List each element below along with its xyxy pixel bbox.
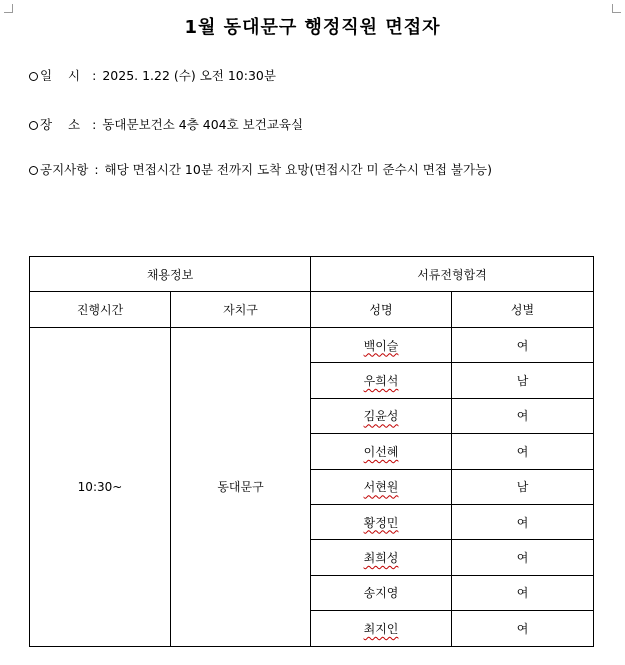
info-label: 장 소 — [40, 117, 87, 132]
interview-time-cell: 10:30~ — [30, 328, 171, 647]
circle-bullet-icon — [29, 121, 38, 130]
table-column-header-row — [30, 292, 594, 328]
gender-cell: 여 — [452, 611, 594, 646]
page-corner-mark-left — [4, 4, 13, 13]
name-text: 황정민 — [363, 515, 399, 530]
info-separator: : — [92, 68, 97, 83]
name-text: 이선혜 — [363, 444, 399, 459]
gender-cell: 여 — [452, 575, 594, 610]
name-cell — [311, 363, 452, 398]
page-corner-mark-right — [612, 4, 621, 13]
name-text: 백이슬 — [363, 338, 399, 353]
info-value: 2025. 1.22 (수) 오전 10:30분 — [102, 68, 276, 83]
name-text: 우희석 — [363, 374, 399, 389]
info-label: 일 시 — [40, 68, 87, 83]
info-label: 공지사항 — [40, 162, 89, 177]
name-text: 최지인 — [363, 621, 399, 636]
circle-bullet-icon — [29, 166, 38, 175]
info-value: 동대문보건소 4층 404호 보건교육실 — [102, 117, 304, 132]
info-line-datetime — [29, 67, 276, 85]
column-header-gender: 성별 — [452, 292, 594, 328]
gender-cell: 여 — [452, 398, 594, 433]
gender-cell: 남 — [452, 363, 594, 398]
info-line-notice — [29, 161, 492, 179]
column-header-district: 자치구 — [171, 292, 311, 328]
page-title: 1월 동대문구 행정직원 면접자 — [184, 17, 441, 38]
info-value: 해당 면접시간 10분 전까지 도착 요망(면접시간 미 준수시 면접 불가능) — [104, 162, 492, 177]
gender-cell: 남 — [452, 469, 594, 504]
name-cell — [311, 328, 452, 363]
group-header-document-pass: 서류전형합격 — [311, 257, 594, 292]
name-cell — [311, 575, 452, 610]
info-separator: : — [92, 117, 97, 132]
district-cell: 동대문구 — [171, 328, 311, 647]
table-row — [30, 328, 594, 363]
group-header-recruitment: 채용정보 — [30, 257, 311, 292]
info-line-location — [29, 116, 303, 134]
gender-cell: 여 — [452, 434, 594, 469]
name-cell — [311, 434, 452, 469]
column-header-name: 성명 — [311, 292, 452, 328]
gender-cell: 여 — [452, 328, 594, 363]
name-text: 서현원 — [363, 480, 399, 495]
gender-cell: 여 — [452, 504, 594, 539]
name-cell — [311, 540, 452, 575]
interviewee-table — [29, 256, 594, 647]
gender-cell: 여 — [452, 540, 594, 575]
name-cell — [311, 504, 452, 539]
table-group-header-row — [30, 257, 594, 292]
circle-bullet-icon — [29, 72, 38, 81]
name-text: 송지영 — [363, 586, 399, 601]
name-cell — [311, 611, 452, 646]
name-cell — [311, 398, 452, 433]
name-cell — [311, 469, 452, 504]
info-separator: : — [94, 162, 99, 177]
name-text: 김윤성 — [363, 409, 399, 424]
column-header-time: 진행시간 — [30, 292, 171, 328]
name-text: 최희성 — [363, 551, 399, 566]
